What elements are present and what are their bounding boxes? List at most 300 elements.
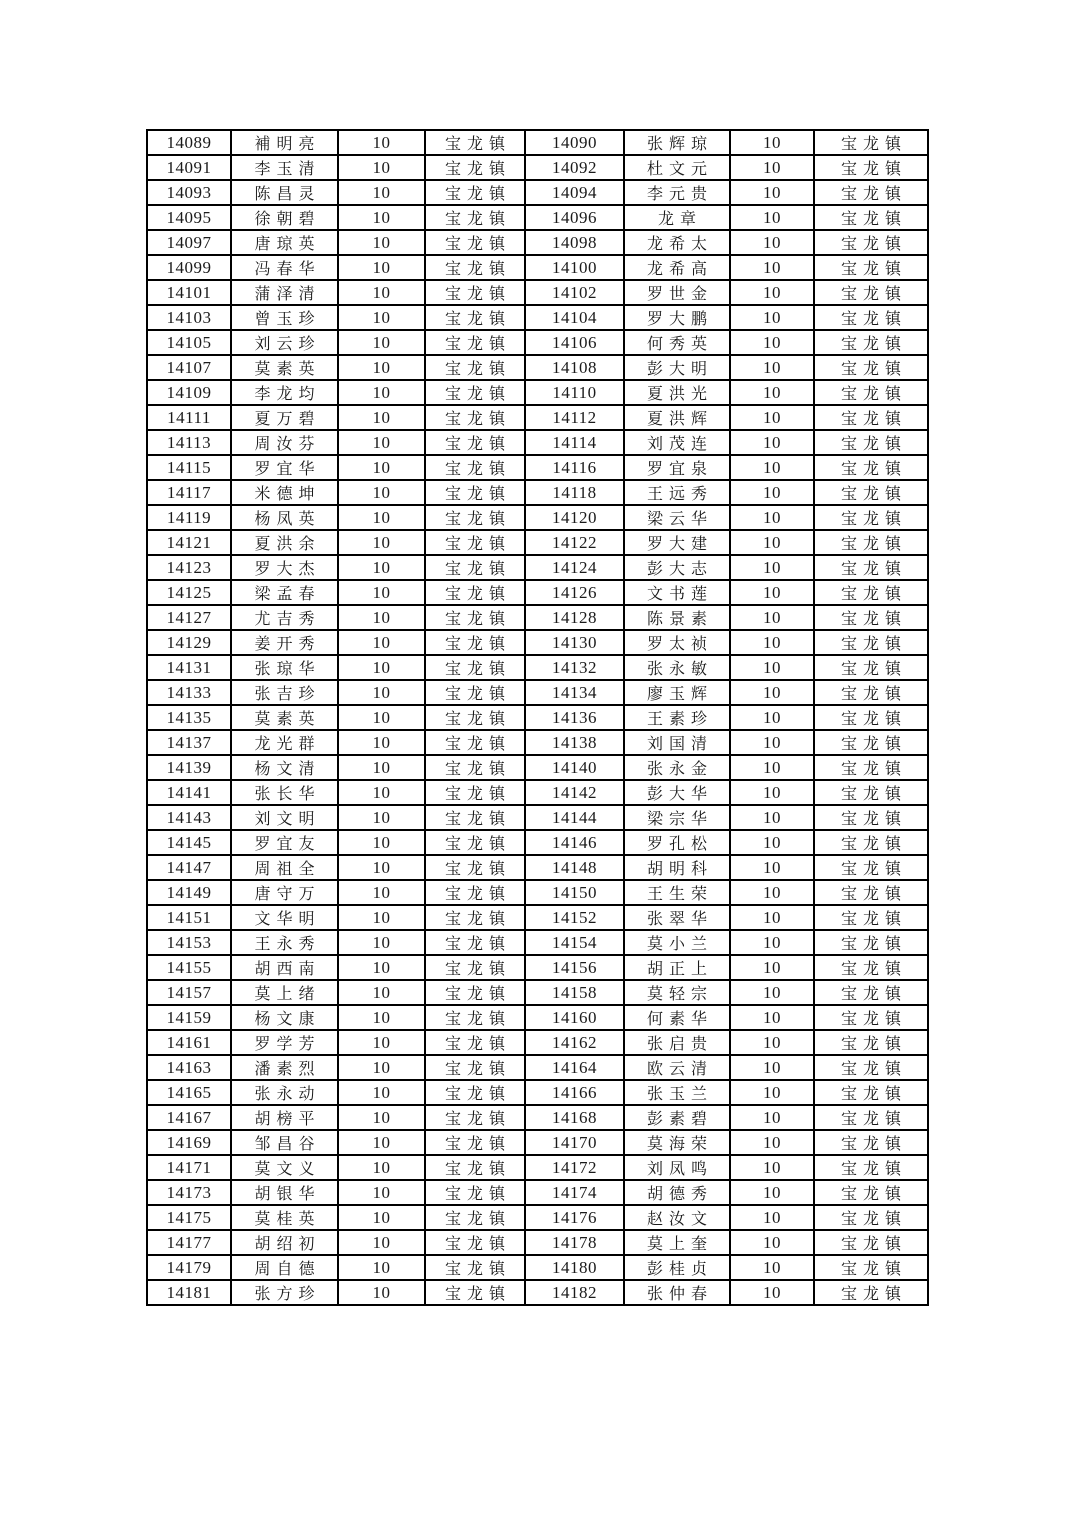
- amount-cell: 10: [338, 880, 425, 905]
- amount-cell: 10: [730, 980, 814, 1005]
- table-row: [147, 955, 928, 980]
- amount-cell: 10: [730, 605, 814, 630]
- amount-cell: 10: [730, 1205, 814, 1230]
- amount-cell: 10: [730, 855, 814, 880]
- amount-cell: 10: [730, 180, 814, 205]
- amount-cell: 10: [338, 730, 425, 755]
- table-row: [147, 880, 928, 905]
- town-cell: 宝龙镇: [425, 680, 525, 705]
- amount-cell: 10: [338, 1255, 425, 1280]
- serial-cell: 14089: [147, 130, 231, 155]
- serial-cell: 14182: [525, 1280, 624, 1305]
- amount-cell: 10: [338, 1105, 425, 1130]
- town-cell: 宝龙镇: [425, 1155, 525, 1180]
- table-row: [147, 830, 928, 855]
- name-cell: 王生荣: [624, 880, 730, 905]
- town-cell: 宝龙镇: [425, 330, 525, 355]
- name-cell: 夏万碧: [231, 405, 338, 430]
- name-cell: 龙希太: [624, 230, 730, 255]
- serial-cell: 14171: [147, 1155, 231, 1180]
- name-cell: 尤吉秀: [231, 605, 338, 630]
- name-cell: 胡正上: [624, 955, 730, 980]
- name-cell: 陈昌灵: [231, 180, 338, 205]
- amount-cell: 10: [730, 130, 814, 155]
- town-cell: 宝龙镇: [814, 280, 928, 305]
- amount-cell: 10: [730, 1255, 814, 1280]
- serial-cell: 14116: [525, 455, 624, 480]
- name-cell: 赵汝文: [624, 1205, 730, 1230]
- table-row: [147, 430, 928, 455]
- serial-cell: 14143: [147, 805, 231, 830]
- serial-cell: 14174: [525, 1180, 624, 1205]
- town-cell: 宝龙镇: [425, 580, 525, 605]
- serial-cell: 14135: [147, 705, 231, 730]
- table-row: [147, 580, 928, 605]
- town-cell: 宝龙镇: [814, 680, 928, 705]
- amount-cell: 10: [338, 430, 425, 455]
- amount-cell: 10: [730, 1005, 814, 1030]
- name-cell: 罗大鹏: [624, 305, 730, 330]
- table-row: [147, 1230, 928, 1255]
- name-cell: 罗太祯: [624, 630, 730, 655]
- name-cell: 张永敏: [624, 655, 730, 680]
- amount-cell: 10: [338, 1080, 425, 1105]
- town-cell: 宝龙镇: [425, 1105, 525, 1130]
- amount-cell: 10: [730, 755, 814, 780]
- table-row: [147, 1155, 928, 1180]
- table-row: [147, 930, 928, 955]
- table-row: [147, 1255, 928, 1280]
- name-cell: 罗宜友: [231, 830, 338, 855]
- name-cell: 罗孔松: [624, 830, 730, 855]
- amount-cell: 10: [338, 905, 425, 930]
- town-cell: 宝龙镇: [425, 1055, 525, 1080]
- town-cell: 宝龙镇: [814, 905, 928, 930]
- name-cell: 莫素英: [231, 705, 338, 730]
- name-cell: 文书莲: [624, 580, 730, 605]
- town-cell: 宝龙镇: [425, 1080, 525, 1105]
- name-cell: 罗学芳: [231, 1030, 338, 1055]
- serial-cell: 14138: [525, 730, 624, 755]
- name-cell: 周汝芬: [231, 430, 338, 455]
- town-cell: 宝龙镇: [425, 305, 525, 330]
- town-cell: 宝龙镇: [814, 1205, 928, 1230]
- amount-cell: 10: [730, 880, 814, 905]
- town-cell: 宝龙镇: [814, 1130, 928, 1155]
- table-row: [147, 405, 928, 430]
- name-cell: 彭大志: [624, 555, 730, 580]
- name-cell: 夏洪光: [624, 380, 730, 405]
- serial-cell: 14098: [525, 230, 624, 255]
- table-row: [147, 780, 928, 805]
- town-cell: 宝龙镇: [814, 405, 928, 430]
- amount-cell: 10: [338, 1280, 425, 1305]
- name-cell: 张仲春: [624, 1280, 730, 1305]
- serial-cell: 14127: [147, 605, 231, 630]
- table-row: [147, 605, 928, 630]
- town-cell: 宝龙镇: [425, 505, 525, 530]
- serial-cell: 14160: [525, 1005, 624, 1030]
- serial-cell: 14168: [525, 1105, 624, 1130]
- serial-cell: 14123: [147, 555, 231, 580]
- serial-cell: 14133: [147, 680, 231, 705]
- town-cell: 宝龙镇: [814, 430, 928, 455]
- serial-cell: 14176: [525, 1205, 624, 1230]
- serial-cell: 14164: [525, 1055, 624, 1080]
- name-cell: 彭素碧: [624, 1105, 730, 1130]
- serial-cell: 14096: [525, 205, 624, 230]
- town-cell: 宝龙镇: [425, 355, 525, 380]
- amount-cell: 10: [730, 305, 814, 330]
- amount-cell: 10: [338, 505, 425, 530]
- name-cell: 李龙均: [231, 380, 338, 405]
- serial-cell: 14167: [147, 1105, 231, 1130]
- amount-cell: 10: [338, 980, 425, 1005]
- town-cell: 宝龙镇: [425, 1205, 525, 1230]
- amount-cell: 10: [338, 130, 425, 155]
- serial-cell: 14179: [147, 1255, 231, 1280]
- table-row: [147, 230, 928, 255]
- name-cell: 莫上奎: [624, 1230, 730, 1255]
- amount-cell: 10: [338, 405, 425, 430]
- name-cell: 補明亮: [231, 130, 338, 155]
- amount-cell: 10: [730, 1030, 814, 1055]
- name-cell: 冯春华: [231, 255, 338, 280]
- name-cell: 莫素英: [231, 355, 338, 380]
- name-cell: 刘凤鸣: [624, 1155, 730, 1180]
- name-cell: 莫文义: [231, 1155, 338, 1180]
- serial-cell: 14114: [525, 430, 624, 455]
- serial-cell: 14134: [525, 680, 624, 705]
- name-cell: 胡西南: [231, 955, 338, 980]
- name-cell: 胡明科: [624, 855, 730, 880]
- name-cell: 张琼华: [231, 655, 338, 680]
- amount-cell: 10: [338, 480, 425, 505]
- amount-cell: 10: [338, 230, 425, 255]
- table-row: [147, 305, 928, 330]
- name-cell: 龙光群: [231, 730, 338, 755]
- name-cell: 梁云华: [624, 505, 730, 530]
- name-cell: 张翠华: [624, 905, 730, 930]
- serial-cell: 14108: [525, 355, 624, 380]
- table-row: [147, 330, 928, 355]
- name-cell: 莫海荣: [624, 1130, 730, 1155]
- town-cell: 宝龙镇: [425, 780, 525, 805]
- town-cell: 宝龙镇: [814, 130, 928, 155]
- table-row: [147, 755, 928, 780]
- name-cell: 曾玉珍: [231, 305, 338, 330]
- town-cell: 宝龙镇: [425, 1030, 525, 1055]
- serial-cell: 14170: [525, 1130, 624, 1155]
- name-cell: 夏洪余: [231, 530, 338, 555]
- amount-cell: 10: [338, 530, 425, 555]
- name-cell: 杨凤英: [231, 505, 338, 530]
- town-cell: 宝龙镇: [425, 1230, 525, 1255]
- town-cell: 宝龙镇: [814, 955, 928, 980]
- town-cell: 宝龙镇: [425, 430, 525, 455]
- table-row: [147, 655, 928, 680]
- name-cell: 莫桂英: [231, 1205, 338, 1230]
- town-cell: 宝龙镇: [814, 1080, 928, 1105]
- serial-cell: 14125: [147, 580, 231, 605]
- town-cell: 宝龙镇: [425, 855, 525, 880]
- town-cell: 宝龙镇: [814, 855, 928, 880]
- name-cell: 杨文清: [231, 755, 338, 780]
- amount-cell: 10: [730, 255, 814, 280]
- amount-cell: 10: [730, 805, 814, 830]
- table-row: [147, 855, 928, 880]
- amount-cell: 10: [338, 1230, 425, 1255]
- serial-cell: 14162: [525, 1030, 624, 1055]
- serial-cell: 14131: [147, 655, 231, 680]
- amount-cell: 10: [338, 1030, 425, 1055]
- amount-cell: 10: [730, 1105, 814, 1130]
- amount-cell: 10: [730, 930, 814, 955]
- table-row: [147, 180, 928, 205]
- amount-cell: 10: [730, 330, 814, 355]
- amount-cell: 10: [338, 1180, 425, 1205]
- serial-cell: 14142: [525, 780, 624, 805]
- town-cell: 宝龙镇: [425, 730, 525, 755]
- town-cell: 宝龙镇: [814, 730, 928, 755]
- table-row: [147, 1005, 928, 1030]
- name-cell: 彭桂贞: [624, 1255, 730, 1280]
- town-cell: 宝龙镇: [814, 205, 928, 230]
- town-cell: 宝龙镇: [425, 1255, 525, 1280]
- serial-cell: 14128: [525, 605, 624, 630]
- amount-cell: 10: [730, 905, 814, 930]
- name-cell: 廖玉辉: [624, 680, 730, 705]
- town-cell: 宝龙镇: [425, 755, 525, 780]
- name-cell: 何素华: [624, 1005, 730, 1030]
- serial-cell: 14102: [525, 280, 624, 305]
- town-cell: 宝龙镇: [425, 705, 525, 730]
- table-row: [147, 705, 928, 730]
- name-cell: 唐守万: [231, 880, 338, 905]
- amount-cell: 10: [730, 430, 814, 455]
- town-cell: 宝龙镇: [425, 905, 525, 930]
- amount-cell: 10: [730, 730, 814, 755]
- table-row: [147, 1055, 928, 1080]
- amount-cell: 10: [730, 780, 814, 805]
- name-cell: 米德坤: [231, 480, 338, 505]
- table-row: [147, 530, 928, 555]
- town-cell: 宝龙镇: [814, 380, 928, 405]
- town-cell: 宝龙镇: [425, 555, 525, 580]
- serial-cell: 14149: [147, 880, 231, 905]
- amount-cell: 10: [730, 580, 814, 605]
- serial-cell: 14107: [147, 355, 231, 380]
- town-cell: 宝龙镇: [814, 1255, 928, 1280]
- serial-cell: 14120: [525, 505, 624, 530]
- serial-cell: 14155: [147, 955, 231, 980]
- amount-cell: 10: [730, 680, 814, 705]
- name-cell: 彭大明: [624, 355, 730, 380]
- table-row: [147, 1205, 928, 1230]
- amount-cell: 10: [730, 230, 814, 255]
- amount-cell: 10: [730, 405, 814, 430]
- town-cell: 宝龙镇: [425, 955, 525, 980]
- town-cell: 宝龙镇: [814, 305, 928, 330]
- town-cell: 宝龙镇: [425, 980, 525, 1005]
- amount-cell: 10: [730, 1280, 814, 1305]
- table-row: [147, 205, 928, 230]
- table-row: [147, 355, 928, 380]
- name-cell: 彭大华: [624, 780, 730, 805]
- amount-cell: 10: [338, 1055, 425, 1080]
- serial-cell: 14150: [525, 880, 624, 905]
- town-cell: 宝龙镇: [814, 580, 928, 605]
- amount-cell: 10: [338, 580, 425, 605]
- name-cell: 邹昌谷: [231, 1130, 338, 1155]
- town-cell: 宝龙镇: [814, 1055, 928, 1080]
- serial-cell: 14130: [525, 630, 624, 655]
- serial-cell: 14165: [147, 1080, 231, 1105]
- table-row: [147, 805, 928, 830]
- serial-cell: 14156: [525, 955, 624, 980]
- name-cell: 李元贵: [624, 180, 730, 205]
- town-cell: 宝龙镇: [425, 480, 525, 505]
- town-cell: 宝龙镇: [814, 355, 928, 380]
- name-cell: 张方珍: [231, 1280, 338, 1305]
- amount-cell: 10: [730, 830, 814, 855]
- amount-cell: 10: [338, 155, 425, 180]
- town-cell: 宝龙镇: [814, 230, 928, 255]
- town-cell: 宝龙镇: [425, 605, 525, 630]
- name-cell: 姜开秀: [231, 630, 338, 655]
- name-cell: 杜文元: [624, 155, 730, 180]
- name-cell: 夏洪辉: [624, 405, 730, 430]
- name-cell: 罗宜泉: [624, 455, 730, 480]
- table-row: [147, 255, 928, 280]
- town-cell: 宝龙镇: [425, 630, 525, 655]
- name-cell: 李玉清: [231, 155, 338, 180]
- name-cell: 欧云清: [624, 1055, 730, 1080]
- town-cell: 宝龙镇: [425, 1130, 525, 1155]
- serial-cell: 14105: [147, 330, 231, 355]
- serial-cell: 14178: [525, 1230, 624, 1255]
- amount-cell: 10: [338, 1130, 425, 1155]
- town-cell: 宝龙镇: [814, 805, 928, 830]
- town-cell: 宝龙镇: [814, 155, 928, 180]
- serial-cell: 14124: [525, 555, 624, 580]
- amount-cell: 10: [730, 1230, 814, 1255]
- name-cell: 胡银华: [231, 1180, 338, 1205]
- amount-cell: 10: [338, 630, 425, 655]
- amount-cell: 10: [338, 955, 425, 980]
- name-cell: 胡绍初: [231, 1230, 338, 1255]
- amount-cell: 10: [730, 1155, 814, 1180]
- serial-cell: 14161: [147, 1030, 231, 1055]
- name-cell: 杨文康: [231, 1005, 338, 1030]
- name-cell: 王远秀: [624, 480, 730, 505]
- serial-cell: 14154: [525, 930, 624, 955]
- town-cell: 宝龙镇: [814, 930, 928, 955]
- town-cell: 宝龙镇: [425, 155, 525, 180]
- serial-cell: 14148: [525, 855, 624, 880]
- name-cell: 张启贵: [624, 1030, 730, 1055]
- town-cell: 宝龙镇: [814, 330, 928, 355]
- serial-cell: 14147: [147, 855, 231, 880]
- town-cell: 宝龙镇: [814, 455, 928, 480]
- name-cell: 莫轻宗: [624, 980, 730, 1005]
- serial-cell: 14137: [147, 730, 231, 755]
- name-cell: 潘素烈: [231, 1055, 338, 1080]
- serial-cell: 14111: [147, 405, 231, 430]
- serial-cell: 14092: [525, 155, 624, 180]
- town-cell: 宝龙镇: [814, 705, 928, 730]
- serial-cell: 14144: [525, 805, 624, 830]
- table-body: [147, 130, 928, 1305]
- serial-cell: 14099: [147, 255, 231, 280]
- amount-cell: 10: [730, 280, 814, 305]
- table-row: [147, 505, 928, 530]
- serial-cell: 14180: [525, 1255, 624, 1280]
- table-row: [147, 155, 928, 180]
- serial-cell: 14103: [147, 305, 231, 330]
- amount-cell: 10: [730, 555, 814, 580]
- amount-cell: 10: [338, 655, 425, 680]
- amount-cell: 10: [730, 1080, 814, 1105]
- serial-cell: 14109: [147, 380, 231, 405]
- serial-cell: 14139: [147, 755, 231, 780]
- name-cell: 梁宗华: [624, 805, 730, 830]
- name-cell: 梁孟春: [231, 580, 338, 605]
- table-row: [147, 1080, 928, 1105]
- name-cell: 刘云珍: [231, 330, 338, 355]
- town-cell: 宝龙镇: [814, 555, 928, 580]
- amount-cell: 10: [730, 705, 814, 730]
- serial-cell: 14159: [147, 1005, 231, 1030]
- town-cell: 宝龙镇: [814, 255, 928, 280]
- town-cell: 宝龙镇: [425, 230, 525, 255]
- serial-cell: 14119: [147, 505, 231, 530]
- name-cell: 罗世金: [624, 280, 730, 305]
- serial-cell: 14091: [147, 155, 231, 180]
- amount-cell: 10: [338, 605, 425, 630]
- town-cell: 宝龙镇: [425, 880, 525, 905]
- name-cell: 罗大杰: [231, 555, 338, 580]
- amount-cell: 10: [338, 180, 425, 205]
- amount-cell: 10: [730, 955, 814, 980]
- amount-cell: 10: [338, 1155, 425, 1180]
- town-cell: 宝龙镇: [425, 205, 525, 230]
- town-cell: 宝龙镇: [814, 655, 928, 680]
- town-cell: 宝龙镇: [425, 455, 525, 480]
- serial-cell: 14122: [525, 530, 624, 555]
- town-cell: 宝龙镇: [425, 805, 525, 830]
- town-cell: 宝龙镇: [425, 930, 525, 955]
- amount-cell: 10: [338, 355, 425, 380]
- amount-cell: 10: [338, 255, 425, 280]
- amount-cell: 10: [338, 330, 425, 355]
- amount-cell: 10: [338, 1005, 425, 1030]
- town-cell: 宝龙镇: [814, 755, 928, 780]
- serial-cell: 14097: [147, 230, 231, 255]
- name-cell: 龙希高: [624, 255, 730, 280]
- town-cell: 宝龙镇: [425, 255, 525, 280]
- table-row: [147, 480, 928, 505]
- serial-cell: 14093: [147, 180, 231, 205]
- amount-cell: 10: [338, 855, 425, 880]
- serial-cell: 14146: [525, 830, 624, 855]
- serial-cell: 14126: [525, 580, 624, 605]
- table-row: [147, 280, 928, 305]
- name-cell: 刘茂连: [624, 430, 730, 455]
- amount-cell: 10: [730, 505, 814, 530]
- amount-cell: 10: [730, 1130, 814, 1155]
- town-cell: 宝龙镇: [814, 1105, 928, 1130]
